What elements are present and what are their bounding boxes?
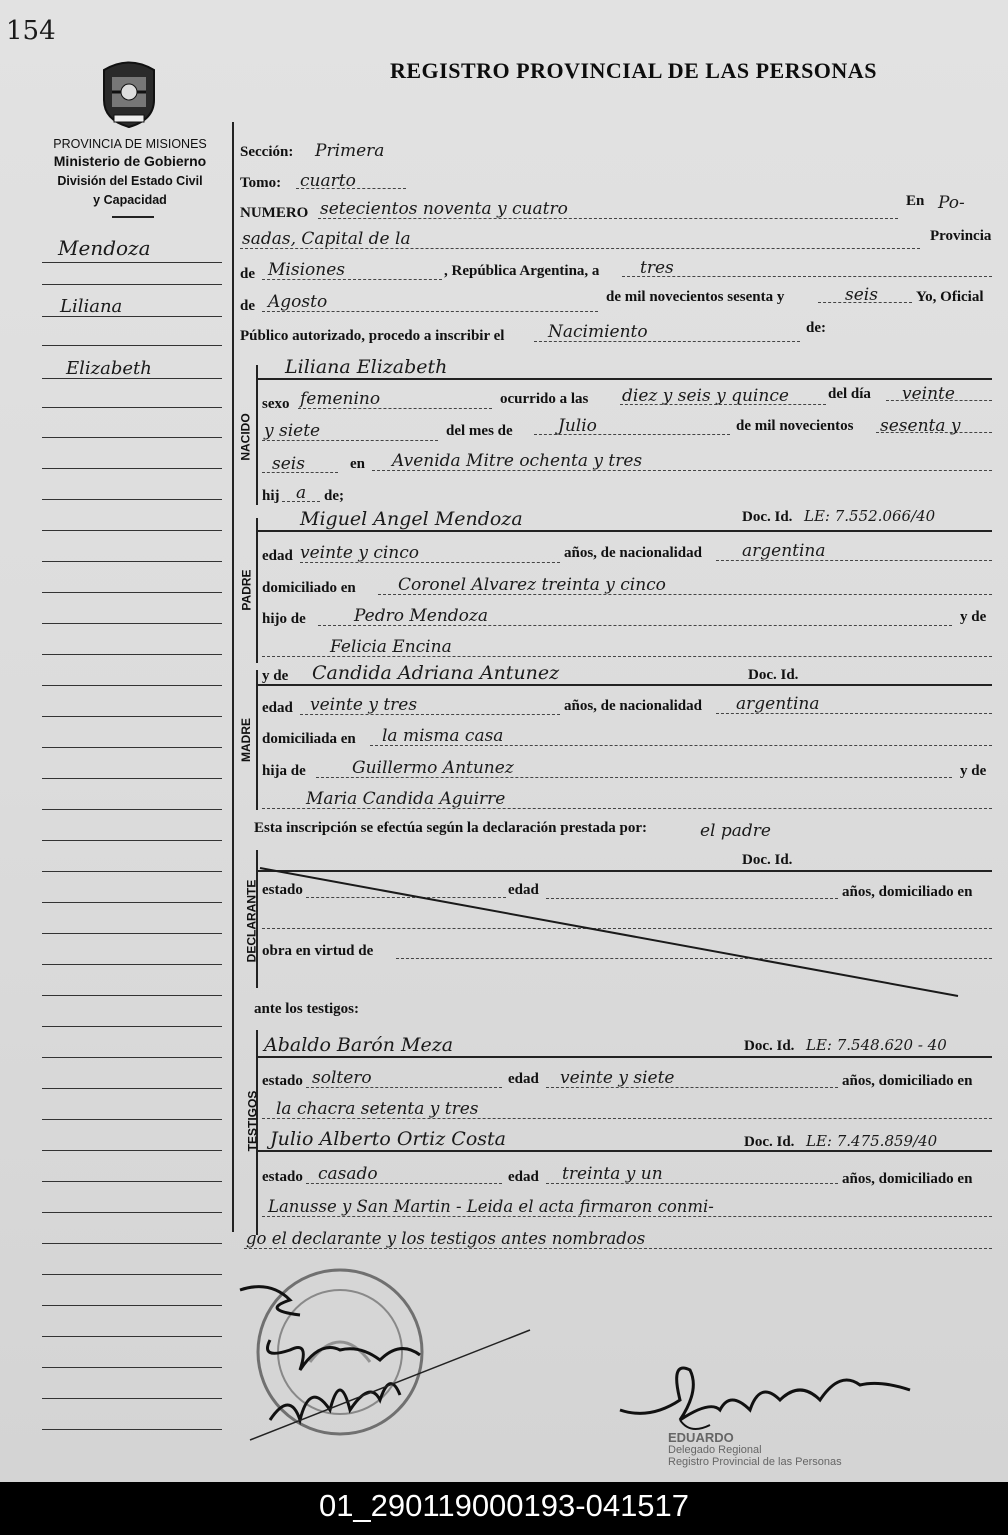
testigo1-edad: veinte y siete: [560, 1068, 675, 1088]
republica-label: , República Argentina, a: [444, 263, 600, 279]
hora-value: diez y seis y quince: [622, 386, 789, 406]
en-lugar-label: en: [350, 456, 365, 472]
madre-hija-label: hija de: [262, 763, 306, 779]
madre-edad-value: veinte y tres: [310, 695, 418, 715]
testigo2-anos-label: años, domiciliado en: [842, 1171, 973, 1187]
sexo-label: sexo: [262, 396, 290, 412]
madre-bracket: [256, 670, 258, 810]
testigo2-doc-label: Doc. Id.: [744, 1134, 795, 1150]
padre-hijo-madre: Felicia Encina: [330, 637, 452, 657]
signature-left-icon: [230, 1270, 550, 1450]
official-stamp: [668, 1432, 888, 1468]
testigo2-doc: LE: 7.475.859/40: [806, 1132, 938, 1150]
numero-value: setecientos noventa y cuatro: [320, 199, 568, 219]
de-semi-label: de;: [324, 488, 344, 504]
madre-edad-label: edad: [262, 700, 293, 716]
org-division: División del Estado Civil: [57, 174, 203, 188]
yo-oficial-label: Yo, Oficial: [916, 289, 984, 305]
madre-hija-madre: Maria Candida Aguirre: [306, 789, 506, 809]
tomo-value: cuarto: [300, 171, 356, 191]
anio-value: seis: [845, 285, 878, 305]
de-mil-nov-label: de mil novecientos: [736, 418, 854, 434]
testigo2-domicilio: Lanusse y San Martin - Leida el acta firmaron conmi-: [268, 1197, 714, 1216]
testigo2-estado-label: estado: [262, 1169, 303, 1185]
testigo1-domicilio: la chacra setenta y tres: [276, 1099, 479, 1119]
margin-surname: Mendoza: [58, 236, 151, 260]
closing-text: go el declarante y los testigos antes nombrados: [246, 1229, 646, 1248]
stamp-line3: Registro Provincial de las Personas: [668, 1456, 842, 1468]
padre-edad-label: edad: [262, 548, 293, 564]
testigos-label: TESTIGOS: [245, 1090, 260, 1152]
declarante-doc-label: Doc. Id.: [742, 852, 793, 868]
org-divider: [112, 216, 154, 218]
padre-edad-value: veinte y cinco: [300, 543, 420, 563]
seccion-label: Sección:: [240, 144, 294, 160]
dia-value: tres: [640, 258, 674, 278]
padre-y-de-label: y de: [960, 609, 987, 625]
mes-value: Agosto: [268, 292, 328, 312]
scan-id-footer: 01_290119000193-041517: [0, 1482, 1008, 1535]
declarante-value: el padre: [700, 821, 771, 841]
del-dia-label: del día: [828, 386, 871, 402]
testigo1-estado: soltero: [312, 1068, 372, 1088]
testigo2-edad-label: edad: [508, 1169, 539, 1185]
org-ministry: Ministerio de Gobierno: [53, 153, 207, 169]
declarante-cancel-line: [258, 860, 998, 1000]
obra-label: obra en virtud de: [262, 943, 374, 959]
madre-nombre: Candida Adriana Antunez: [312, 662, 560, 684]
de-mil-label: de mil novecientos sesenta y: [606, 289, 785, 305]
padre-label: PADRE: [239, 569, 254, 611]
dia-nac-part2: y siete: [264, 421, 321, 441]
padre-doc-label: Doc. Id.: [742, 509, 793, 525]
declarante-anos-label: años, domiciliado en: [842, 884, 973, 900]
testigo1-doc: LE: 7.548.620 - 40: [806, 1036, 947, 1054]
tomo-label: Tomo:: [240, 175, 282, 191]
testigo1-anos-label: años, domiciliado en: [842, 1073, 973, 1089]
publico-label: Público autorizado, procedo a inscribir el: [240, 328, 505, 344]
madre-doc-label: Doc. Id.: [748, 667, 799, 683]
padre-nac-value: argentina: [742, 541, 826, 561]
numero-label: NUMERO: [240, 205, 309, 221]
madre-nac-label: años, de nacionalidad: [564, 698, 702, 714]
padre-hijo-padre: Pedro Mendoza: [354, 606, 489, 626]
margin-first-name: Liliana: [60, 296, 123, 317]
nacido-label: NACIDO: [238, 413, 253, 461]
testigo2-nombre: Julio Alberto Ortiz Costa: [270, 1128, 506, 1150]
madre-nac-value: argentina: [736, 694, 820, 714]
margin-middle-name: Elizabeth: [66, 358, 152, 379]
padre-nac-label: años, de nacionalidad: [564, 545, 702, 561]
de-label: de: [240, 266, 255, 282]
form-border: [232, 122, 234, 1232]
padre-dom-value: Coronel Alvarez treinta y cinco: [398, 575, 666, 595]
page-number: 154: [6, 16, 56, 46]
ocurrido-label: ocurrido a las: [500, 391, 589, 407]
stamp-line2: Delegado Regional: [668, 1444, 762, 1456]
testigo1-estado-label: estado: [262, 1073, 303, 1089]
testigo1-edad-label: edad: [508, 1071, 539, 1087]
padre-doc-value: LE: 7.552.066/40: [804, 507, 936, 525]
testigo1-nombre: Abaldo Barón Meza: [264, 1034, 454, 1056]
city-part2: sadas, Capital de la: [242, 229, 411, 249]
madre-y-de-label: y de: [262, 668, 289, 684]
testigo1-doc-label: Doc. Id.: [744, 1038, 795, 1054]
testigo2-estado: casado: [318, 1164, 378, 1184]
dia-nac-part1: veinte: [902, 384, 955, 404]
inscripcion-label: Esta inscripción se efectúa según la declaración prestada por:: [254, 820, 648, 836]
madre-dom-label: domiciliada en: [262, 731, 356, 747]
page-title: REGISTRO PROVINCIAL DE LAS PERSONAS: [390, 58, 877, 83]
declarante-label: DECLARANTE: [244, 879, 259, 963]
madre-label: MADRE: [239, 718, 253, 762]
madre-dom-value: la misma casa: [382, 726, 504, 746]
padre-bracket: [256, 518, 258, 663]
padre-nombre: Miguel Angel Mendoza: [300, 508, 523, 530]
testigo2-edad: treinta y un: [562, 1164, 663, 1184]
lugar-value: Avenida Mitre ochenta y tres: [392, 451, 643, 471]
declarante-edad-label: edad: [508, 882, 539, 898]
seccion-value: Primera: [315, 141, 385, 161]
org-province: PROVINCIA DE MISIONES: [53, 137, 207, 151]
nacido-bracket: [256, 365, 258, 505]
sexo-value: femenino: [300, 389, 381, 409]
nacido-nombre: Liliana Elizabeth: [285, 356, 448, 378]
hij-suffix: a: [296, 483, 307, 503]
provincia-value: Misiones: [268, 260, 345, 280]
declarante-estado-label: estado: [262, 882, 303, 898]
anio-nac-part2: seis: [272, 454, 305, 474]
padre-hijo-label: hijo de: [262, 611, 306, 627]
tipo-value: Nacimiento: [548, 322, 648, 342]
testigos-heading: ante los testigos:: [254, 1001, 359, 1017]
mes-nac-value: Julio: [558, 416, 597, 436]
madre-hija-padre: Guillermo Antunez: [352, 758, 514, 778]
stamp-line1: EDUARDO: [668, 1430, 734, 1445]
org-capacity: y Capacidad: [93, 193, 167, 207]
de-colon-label: de:: [806, 320, 826, 336]
provincia-label: Provincia: [930, 228, 992, 244]
anio-nac-part1: sesenta y: [880, 416, 961, 436]
hij-label: hij: [262, 488, 280, 504]
city-part1: Po-: [938, 193, 965, 213]
en-label: En: [906, 193, 925, 209]
de-mes-label: de: [240, 298, 255, 314]
coat-of-arms-icon: [94, 55, 164, 130]
del-mes-label: del mes de: [446, 423, 513, 439]
padre-dom-label: domiciliado en: [262, 580, 356, 596]
madre-y-de-label: y de: [960, 763, 987, 779]
